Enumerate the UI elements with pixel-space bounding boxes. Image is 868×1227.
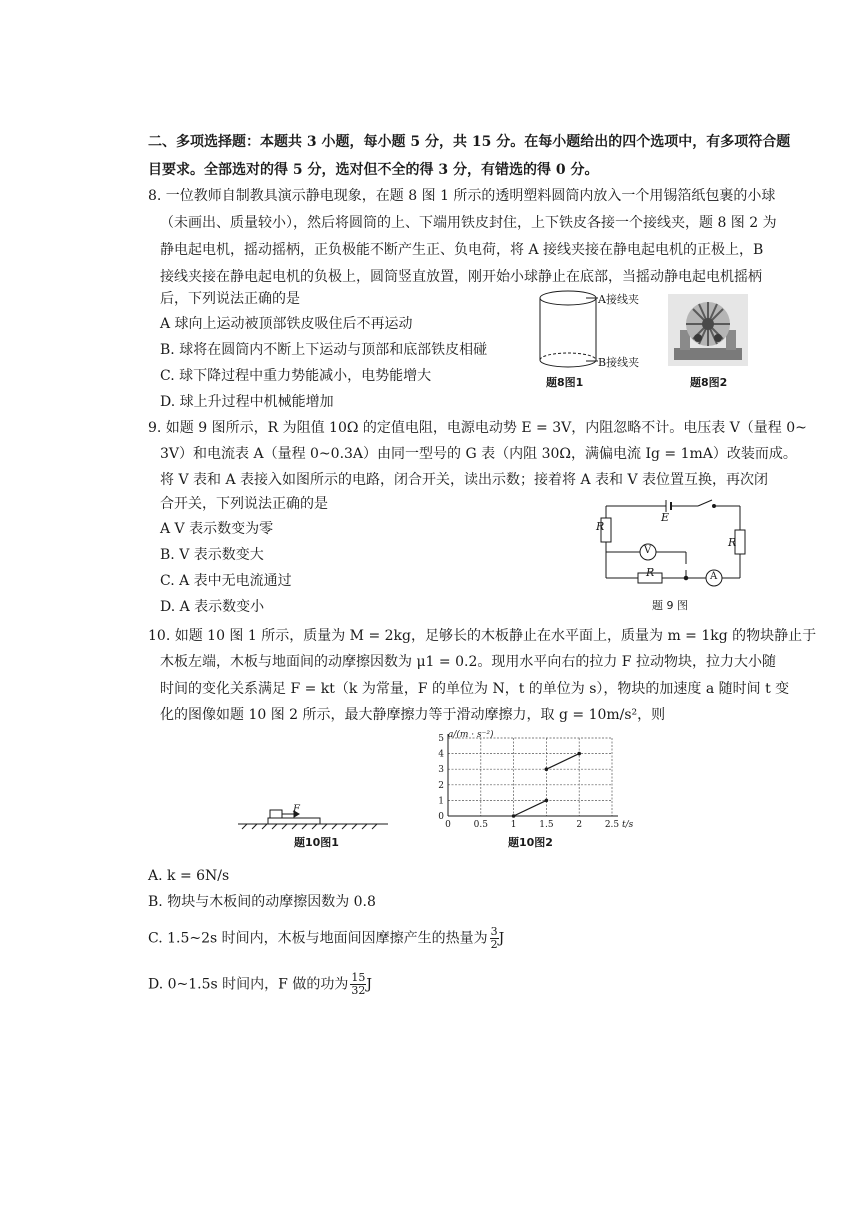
q10-option-d-numerator: 15 bbox=[351, 971, 366, 984]
q8-stem-line-5: 后，下列说法正确的是 bbox=[160, 291, 300, 307]
q8-option-b[interactable]: B. 球将在圆筒内不断上下运动与顶部和底部铁皮相碰 bbox=[160, 342, 488, 358]
q8-stem-line-4: 接线夹接在静电起电机的负极上，圆筒竖直放置，刚开始小球静止在底部，当摇动静电起电机摇柄 bbox=[160, 269, 762, 285]
q10-option-d-denominator: 32 bbox=[351, 984, 366, 997]
chart-tick-x: 1 bbox=[510, 820, 517, 830]
chart-ylabel: a/(m · s⁻²) bbox=[448, 730, 494, 740]
q9-label-emf: E bbox=[661, 511, 670, 524]
q9-stem-line-4: 合开关，下列说法正确的是 bbox=[160, 496, 328, 512]
chart-point bbox=[545, 799, 549, 803]
q10-stem-line-3: 时间的变化关系满足 F = kt（k 为常量，F 的单位为 N，t 的单位为 s），物块的加速度 a 随时间 t 变 bbox=[160, 681, 790, 697]
q9-label-r-bottom: R bbox=[646, 566, 655, 579]
q10-option-d[interactable] bbox=[148, 972, 372, 997]
q8-stem-line-3: 静电起电机，摇动摇柄，正负极能不断产生正、负电荷，将 A 接线夹接在静电起电机的正极上，B bbox=[160, 242, 764, 258]
chart-tick-x: 2.5 bbox=[604, 820, 620, 830]
q10-fig2-caption: 题10图2 bbox=[508, 836, 553, 849]
q8-stem-line-2: （未画出、质量较小），然后将圆筒的上、下端用铁皮封住，上下铁皮各接一个接线夹，题 8 图 2 为 bbox=[160, 215, 777, 231]
chart-tick-y: 0 bbox=[438, 812, 444, 822]
chart-tick-y: 4 bbox=[438, 749, 444, 760]
chart-tick-x: 0.5 bbox=[473, 820, 488, 830]
q10-option-a[interactable]: A. k = 6N/s bbox=[148, 868, 230, 884]
chart-tick-y: 1 bbox=[438, 796, 444, 807]
chart-point bbox=[577, 752, 581, 756]
q10-stem-line-1: 10. 如题 10 图 1 所示，质量为 M = 2kg，足够长的木板静止在水平面上，质量为 m = 1kg 的物块静止于 bbox=[148, 628, 817, 644]
chart-tick-y: 3 bbox=[438, 765, 444, 776]
q9-voltmeter-label: V bbox=[644, 545, 652, 556]
q10-option-c[interactable] bbox=[148, 926, 504, 951]
chart-tick-y: 2 bbox=[438, 780, 444, 791]
q10-fig1-caption: 题10图1 bbox=[294, 836, 339, 849]
q8-option-c[interactable]: C. 球下降过程中重力势能减小，电势能增大 bbox=[160, 368, 432, 384]
chart-series-line bbox=[514, 800, 547, 816]
q8-fig1-label-a: A接线夹 bbox=[598, 293, 639, 306]
q8-fig2-electrostatic-generator-image bbox=[668, 294, 748, 366]
q10-option-d-unit: J bbox=[366, 976, 372, 993]
q8-fig2-caption: 题8图2 bbox=[690, 376, 728, 389]
q9-label-r-left: R bbox=[596, 520, 605, 533]
q9-stem-line-2: 3V）和电流表 A（量程 0~0.3A）由同一型号的 G 表（内阻 30Ω，满偏电流 Ig = 1mA）改装而成。 bbox=[160, 446, 797, 462]
section-heading-line-2: 目要求。全部选对的得 5 分，选对但不全的得 3 分，有错选的得 0 分。 bbox=[148, 162, 599, 178]
q8-option-a[interactable]: A 球向上运动被顶部铁皮吸住后不再运动 bbox=[160, 316, 413, 332]
q10-fig2-acceleration-chart bbox=[430, 728, 650, 832]
q10-option-c-denominator: 2 bbox=[490, 938, 498, 951]
q9-label-r-right: R bbox=[728, 536, 737, 549]
chart-tick-x: 1.5 bbox=[539, 820, 554, 830]
q9-option-a[interactable]: A V 表示数变为零 bbox=[160, 521, 274, 537]
q10-option-c-unit: J bbox=[498, 930, 505, 947]
q8-fig1-label-b: B接线夹 bbox=[598, 356, 640, 369]
q9-ammeter-label: A bbox=[710, 571, 718, 582]
q10-fig1-force-label: F bbox=[293, 804, 300, 815]
chart-tick-x: 2 bbox=[576, 820, 583, 830]
q9-option-d[interactable]: D. A 表示数变小 bbox=[160, 599, 265, 615]
q10-option-d-fraction bbox=[350, 972, 366, 997]
chart-series-line bbox=[546, 754, 579, 770]
q10-option-c-text: C. 1.5~2s 时间内，木板与地面间因摩擦产生的热量为 bbox=[148, 930, 488, 947]
chart-point bbox=[545, 767, 549, 771]
q10-option-b[interactable]: B. 物块与木板间的动摩擦因数为 0.8 bbox=[148, 894, 376, 910]
q10-stem-line-4: 化的图像如题 10 图 2 所示，最大静摩擦力等于滑动摩擦力，取 g = 10m/s²，则 bbox=[160, 707, 666, 723]
chart-point bbox=[512, 814, 516, 818]
q10-option-c-fraction bbox=[490, 926, 499, 951]
chart-tick-x: 0 bbox=[445, 820, 451, 830]
q10-option-c-numerator: 3 bbox=[490, 925, 498, 938]
q9-stem-line-1: 9. 如题 9 图所示，R 为阻值 10Ω 的定值电阻，电源电动势 E = 3V，内阻忽略不计。电压表 V（量程 0~ bbox=[148, 420, 807, 436]
q10-stem-line-2: 木板左端，木板与地面间的动摩擦因数为 μ1 = 0.2。现用水平向右的拉力 F 拉动物块，拉力大小随 bbox=[160, 654, 776, 670]
chart-xlabel: t/s bbox=[622, 820, 634, 830]
q8-fig1-caption: 题8图1 bbox=[546, 376, 584, 389]
section-heading-line-1: 二、多项选择题：本题共 3 小题，每小题 5 分，共 15 分。在每小题给出的四个选项中，有多项符合题 bbox=[148, 134, 791, 150]
q9-stem-line-3: 将 V 表和 A 表接入如图所示的电路，闭合开关，读出示数；接着将 A 表和 V 表位置互换，再次闭 bbox=[160, 472, 769, 488]
q8-option-d[interactable]: D. 球上升过程中机械能增加 bbox=[160, 394, 334, 410]
q9-caption: 题 9 图 bbox=[652, 599, 688, 612]
q9-option-b[interactable]: B. V 表示数变大 bbox=[160, 547, 264, 563]
chart-tick-y: 5 bbox=[438, 734, 444, 744]
q9-option-c[interactable]: C. A 表中无电流通过 bbox=[160, 573, 292, 589]
q10-fig1-board-block bbox=[236, 800, 390, 830]
q8-stem-line-1: 8. 一位教师自制教具演示静电现象，在题 8 图 1 所示的透明塑料圆筒内放入一个用锡箔纸包裹的小球 bbox=[148, 188, 776, 204]
q10-option-d-text: D. 0~1.5s 时间内，F 做的功为 bbox=[148, 976, 349, 993]
